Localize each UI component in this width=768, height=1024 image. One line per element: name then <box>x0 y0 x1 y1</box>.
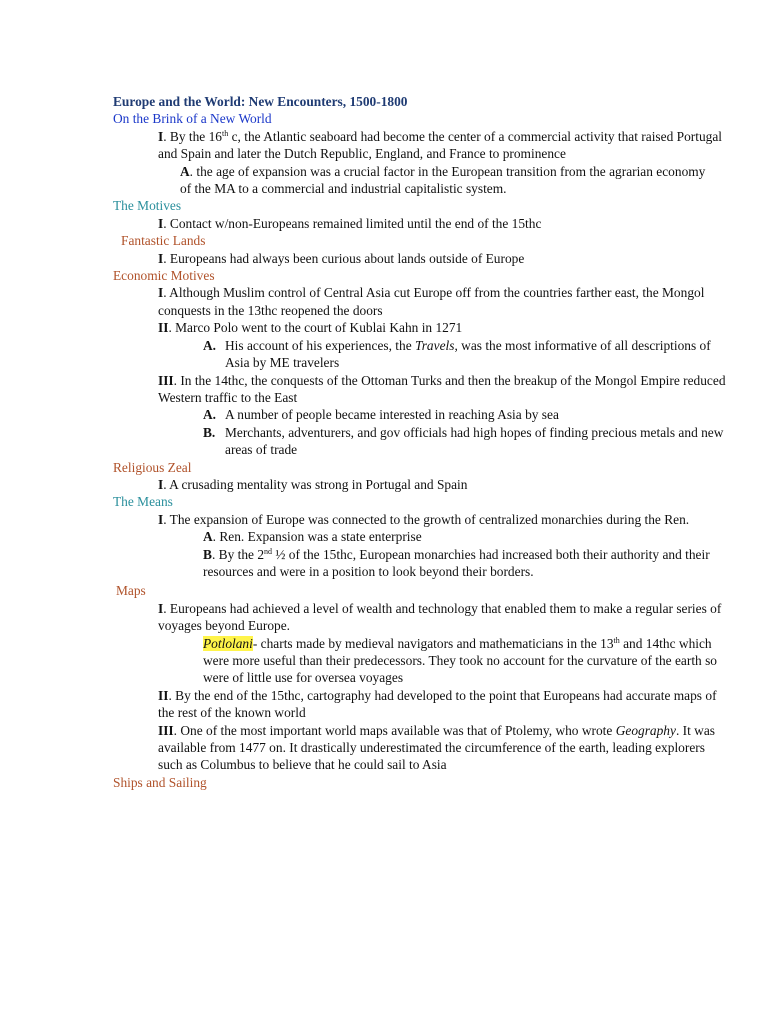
section-heading-means: The Means <box>113 494 173 510</box>
outline-item-economic-II-A: A. His account of his experiences, the Travels, was the most informative of all descriptions of Asia by ME travelers <box>203 337 711 371</box>
outline-item-maps-I: I. Europeans had achieved a level of wealth and technology that enabled them to make a regular series of voyages beyond Europe. <box>158 600 722 634</box>
section-heading-brink: On the Brink of a New World <box>113 111 272 127</box>
section-heading-religious-zeal: Religious Zeal <box>113 459 192 475</box>
outline-item-economic-I: I. Although Muslim control of Central Asia cut Europe off from the countries farther east, the Mongol conquests in the 13thc reopened the doors <box>158 285 705 318</box>
outline-item-maps-potlolani: Potlolani- charts made by medieval navigators and mathematicians in the 13th and 14thc which were more useful than their predecessors. They took no account for the curvature of the earth so were of little use for oversea voyages <box>203 635 717 686</box>
section-heading-motives: The Motives <box>113 198 182 214</box>
outline-item-economic-II: II. Marco Polo went to the court of Kublai Kahn in 1271 <box>158 320 463 336</box>
outline-item-means-A: A. Ren. Expansion was a state enterprise <box>203 529 422 545</box>
outline-item-maps-III: III. One of the most important world maps available was that of Ptolemy, who wrote Geography. It was available from 1477 on. It drastically underestimated the circumference of the earth, leading explorers such as Columbus to believe that he could sail to Asia <box>158 722 716 773</box>
outline-item-fantastic-I: I. Europeans had always been curious about lands outside of Europe <box>158 250 525 266</box>
outline-item-brink-I: I. By the 16th c, the Atlantic seaboard had become the center of a commercial activity that raised Portugal and Spain and later the Dutch Republic, England, and France to prominence <box>158 128 723 162</box>
outline-item-brink-A: A. the age of expansion was a crucial factor in the European transition from the agrarian economy of the MA to a commercial and industrial capitalistic system. <box>180 163 706 197</box>
section-heading-ships-and-sailing: Ships and Sailing <box>113 774 207 790</box>
section-heading-maps: Maps <box>116 583 146 599</box>
outline-item-means-B: B. By the 2nd ½ of the 15thc, European monarchies had increased both their authority and their resources and were in a position to look beyond their borders. <box>203 546 710 579</box>
outline-item-maps-II: II. By the end of the 15thc, cartography had developed to the point that Europeans had accurate maps of the rest of the known world <box>158 687 717 721</box>
outline-item-economic-III: III. In the 14thc, the conquests of the Ottoman Turks and then the breakup of the Mongol Empire reduced Western traffic to the East <box>158 372 726 405</box>
outline-item-economic-III-A: A. A number of people became interested in reaching Asia by sea <box>203 407 559 423</box>
document-title: Europe and the World: New Encounters, 1500-1800 <box>113 94 408 109</box>
outline-item-means-I: I. The expansion of Europe was connected to the growth of centralized monarchies during the Ren. <box>158 511 690 527</box>
outline-item-religious-I: I. A crusading mentality was strong in Portugal and Spain <box>158 476 468 492</box>
outline-item-motives-I: I. Contact w/non-Europeans remained limited until the end of the 15thc <box>158 215 542 231</box>
highlighted-term: Potlolani <box>203 635 253 651</box>
outline-item-economic-III-B: B. Merchants, adventurers, and gov officials had high hopes of finding precious metals and new areas of trade <box>203 424 724 458</box>
section-heading-fantastic-lands: Fantastic Lands <box>121 233 206 249</box>
section-heading-economic-motives: Economic Motives <box>113 268 215 284</box>
